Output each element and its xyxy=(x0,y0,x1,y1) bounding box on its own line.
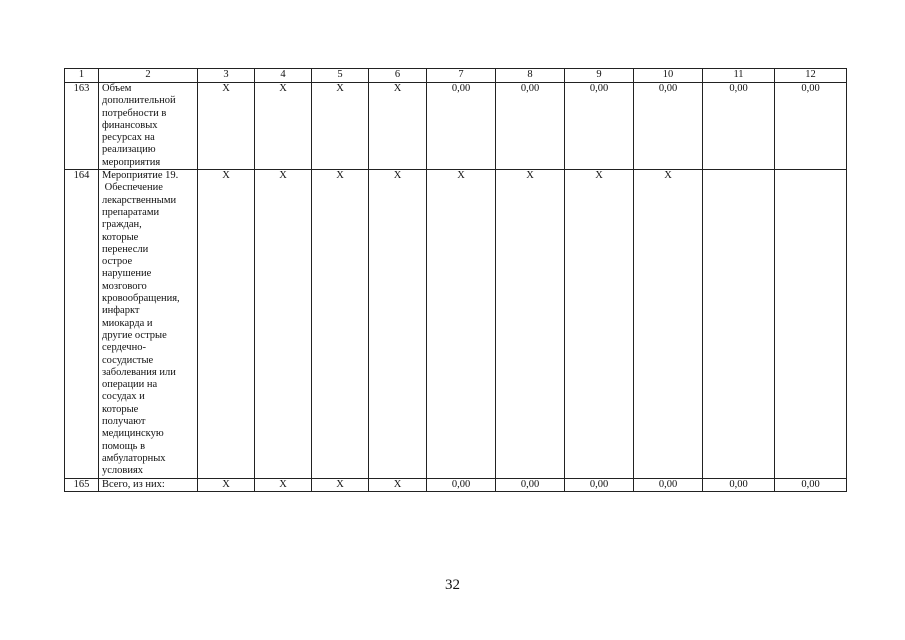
value-cell: Х xyxy=(496,170,565,478)
row-name-line: сосудистые xyxy=(102,354,154,366)
value-cell: 0,00 xyxy=(775,83,847,170)
value-cell: 0,00 xyxy=(427,83,496,170)
value-cell: 0,00 xyxy=(496,478,565,491)
row-name-line: помощь в xyxy=(102,440,146,452)
row-name-line: инфаркт xyxy=(102,305,140,317)
column-header: 7 xyxy=(427,69,496,83)
value-cell: Х xyxy=(312,170,369,478)
table-row xyxy=(65,478,847,491)
row-name-line: лекарственными xyxy=(102,194,177,206)
column-header: 9 xyxy=(565,69,634,83)
value-cell: Х xyxy=(312,478,369,491)
value-cell: Х xyxy=(198,170,255,478)
row-name-line: которые xyxy=(102,403,139,415)
row-name-line: миокарда и xyxy=(102,317,153,329)
row-name-line: мероприятия xyxy=(102,156,161,168)
value-cell: 0,00 xyxy=(634,478,703,491)
row-name-line: препаратами xyxy=(102,206,160,218)
value-cell: Х xyxy=(198,83,255,170)
row-name-line: другие острые xyxy=(102,329,167,341)
row-name-cell xyxy=(99,478,198,491)
row-name-cell xyxy=(99,83,198,170)
value-cell: Х xyxy=(427,170,496,478)
page-number: 32 xyxy=(445,577,460,593)
row-name-line: Объем xyxy=(102,83,132,94)
table-row xyxy=(65,83,847,170)
row-name-cell xyxy=(99,170,198,478)
row-name-line: получают xyxy=(102,416,146,428)
row-name-line: Обеспечение xyxy=(102,182,163,194)
row-name-line: Мероприятие 19. xyxy=(102,170,179,182)
value-cell xyxy=(703,170,775,478)
row-name-line: финансовых xyxy=(102,119,158,131)
row-name-line: Всего, из них: xyxy=(102,478,165,490)
row-name-line: острое xyxy=(102,256,133,268)
value-cell: Х xyxy=(255,170,312,478)
value-cell: 0,00 xyxy=(565,478,634,491)
column-header: 5 xyxy=(312,69,369,83)
column-header: 12 xyxy=(775,69,847,83)
value-cell: 0,00 xyxy=(496,83,565,170)
row-name-line: сосудах и xyxy=(102,391,145,403)
value-cell: Х xyxy=(369,83,427,170)
column-header: 11 xyxy=(703,69,775,83)
row-name-line: перенесли xyxy=(102,243,149,255)
value-cell: 0,00 xyxy=(565,83,634,170)
row-name-line: мозгового xyxy=(102,280,147,292)
row-name-line: потребности в xyxy=(102,107,167,119)
row-name-line: реализацию xyxy=(102,144,156,156)
row-name-line: сердечно- xyxy=(102,342,146,354)
row-name-line: амбулаторных xyxy=(102,452,166,464)
column-header: 3 xyxy=(198,69,255,83)
row-number-cell: 163 xyxy=(65,83,99,170)
table-body xyxy=(65,83,847,492)
row-name-line: заболевания или xyxy=(102,366,176,378)
table-row xyxy=(65,170,847,478)
header-row xyxy=(65,69,847,83)
column-header: 4 xyxy=(255,69,312,83)
value-cell: Х xyxy=(198,478,255,491)
row-name-line: операции на xyxy=(102,379,158,391)
value-cell: Х xyxy=(312,83,369,170)
row-name-line: дополнительной xyxy=(102,95,176,107)
row-name-line: кровообращения, xyxy=(102,293,180,305)
value-cell: 0,00 xyxy=(703,83,775,170)
row-number-cell: 164 xyxy=(65,170,99,478)
value-cell: Х xyxy=(255,83,312,170)
row-name-line: граждан, xyxy=(102,219,142,231)
column-header: 2 xyxy=(99,69,198,83)
value-cell: Х xyxy=(369,478,427,491)
column-header: 8 xyxy=(496,69,565,83)
row-name-line: которые xyxy=(102,231,139,243)
row-name-line: ресурсах на xyxy=(102,132,155,144)
value-cell: 0,00 xyxy=(775,478,847,491)
column-header: 1 xyxy=(65,69,99,83)
value-cell: 0,00 xyxy=(703,478,775,491)
value-cell: Х xyxy=(255,478,312,491)
value-cell: 0,00 xyxy=(427,478,496,491)
row-name-line: условиях xyxy=(102,465,144,477)
row-number-cell: 165 xyxy=(65,478,99,491)
value-cell: Х xyxy=(369,170,427,478)
value-cell xyxy=(775,170,847,478)
value-cell: 0,00 xyxy=(634,83,703,170)
row-name-line: нарушение xyxy=(102,268,152,280)
row-name-line: медицинскую xyxy=(102,428,164,440)
column-header: 6 xyxy=(369,69,427,83)
column-header: 10 xyxy=(634,69,703,83)
value-cell: Х xyxy=(565,170,634,478)
value-cell: Х xyxy=(634,170,703,478)
budget-table xyxy=(64,68,847,492)
